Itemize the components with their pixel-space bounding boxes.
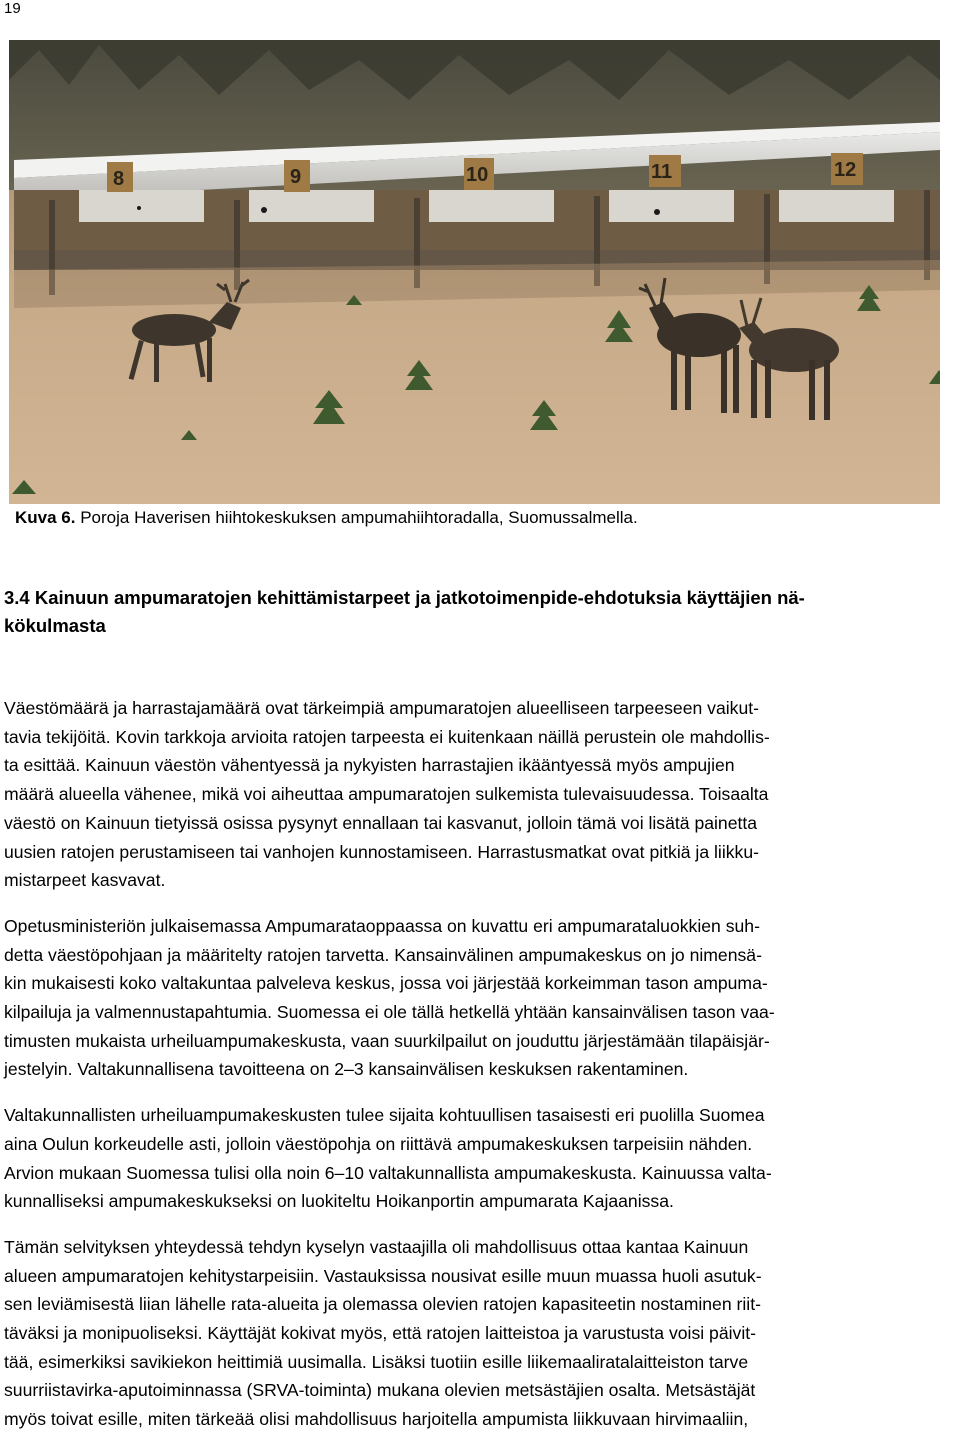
text-line: aina Oulun korkeudelle asti, jolloin väestöpohja on riittävä ampumakeskuksen tarpeisiin nähden. [4, 1133, 753, 1154]
text-line: Väestömäärä ja harrastajamäärä ovat tärkeimpiä ampumaratojen alueelliseen tarpeeseen vaikut- [4, 698, 759, 718]
text-line: tää, esimerkiksi savikiekon heittimiä uusimalla. Lisäksi tuotiin esille liikemaaliratalaitteiston tarve [4, 1351, 749, 1372]
text-line: kilpailuja ja valmennustapahtumia. Suomessa ei ole tällä hetkellä yhtään kansainvälisen tason vaa- [4, 1002, 775, 1023]
figure-caption [15, 507, 638, 529]
text-line: detta väestöpohjaan ja määritelty ratojen tarvetta. Kansainvälinen ampumakeskus on jo nimensä- [4, 944, 762, 965]
paragraph-3 [4, 1101, 956, 1216]
page-number: 19 [4, 0, 21, 17]
body-text [4, 694, 956, 1451]
text-line: myös toivat esille, miten tärkeää olisi mahdollisuus harjoitella ampumista liikkuvaan hirvimaaliin, [4, 1409, 749, 1430]
caption-label: Kuva 6. [15, 508, 76, 527]
text-line: kin mukaisesti koko valtakuntaa palveleva keskus, jossa voi järjestää korkeimman tason ampuma- [4, 973, 768, 994]
lane-number-10: 10 [466, 164, 489, 186]
text-line: jestelyin. Valtakunnallisena tavoitteena on 2–3 kansainvälisen keskuksen rakentaminen. [4, 1059, 689, 1080]
reindeer-photo [9, 40, 940, 504]
text-line: Arvion mukaan Suomessa tulisi olla noin 6–10 valtakunnallista ampumakeskusta. Kainuussa valta- [4, 1162, 772, 1183]
text-line: mistarpeet kasvavat. [4, 870, 166, 891]
section-heading [4, 584, 954, 640]
lane-number-8: 8 [113, 168, 125, 190]
text-line: sen leviämisestä liian lähelle rata-alueita ja olemassa olevien ratojen kapasiteetin nostaminen riit- [4, 1294, 761, 1315]
text-line: täväksi ja monipuoliseksi. Käyttäjät kokivat myös, että ratojen laitteistoa ja varustusta voisi päivit- [4, 1323, 756, 1344]
text-line: kunnalliseksi ampumakeskukseksi on luokiteltu Hoikanportin ampumarata Kajaanissa. [4, 1191, 674, 1212]
lane-number-9: 9 [290, 166, 302, 188]
text-line: suurriistavirka-aputoiminnassa (SRVA-toiminta) mukana olevien metsästäjien osalta. Metsästäjät [4, 1380, 756, 1401]
text-line: Opetusministeriön julkaisemassa Ampumarataoppaassa on kuvattu eri ampumarataluokkien suh- [4, 915, 760, 936]
text-line: väestö on Kainuun tietyissä osissa pysynyt ennallaan tai kasvanut, jolloin tämä voi lisätä painetta [4, 812, 758, 833]
paragraph-4 [4, 1233, 956, 1434]
text-line: tavia tekijöitä. Kovin tarkkoja arvioita ratojen tarpeesta ei kuitenkaan näillä perustein ole mahdollis- [4, 726, 770, 747]
paragraph-1 [4, 694, 956, 895]
text-line: ta esittää. Kainuun väestön vähentyessä ja nykyisten harrastajien ikääntyessä myös ampujien [4, 755, 735, 776]
lane-number-12: 12 [834, 159, 857, 181]
caption-text: Poroja Haverisen hiihtokeskuksen ampumahiihtoradalla, Suomussalmella. [80, 508, 638, 527]
text-line: uusien ratojen perustamiseen tai vanhojen kunnostamiseen. Harrastusmatkat ovat pitkiä ja liikku- [4, 841, 759, 862]
heading-line: kökulmasta [4, 615, 106, 636]
text-line: Tämän selvityksen yhteydessä tehdyn kyselyn vastaajilla oli mahdollisuus ottaa kantaa Kainuun [4, 1236, 749, 1257]
lane-number-11: 11 [651, 161, 673, 183]
text-line: alueen ampumaratojen kehitystarpeisiin. Vastauksissa nousivat esille muun muassa huoli asutuk- [4, 1265, 762, 1286]
text-line: Valtakunnallisten urheiluampumakeskusten tulee sijaita kohtuullisen tasaisesti eri puolilla Suomea [4, 1105, 765, 1126]
text-line: määrä alueella vähenee, mikä voi aiheuttaa ampumaratojen sulkemista tulevaisuudessa. Toisaalta [4, 784, 769, 805]
paragraph-2 [4, 912, 956, 1084]
text-line: timusten mukaista urheiluampumakeskusta, vaan suurkilpailut on jouduttu järjestämään tilapäisjär- [4, 1030, 770, 1051]
heading-line: 3.4 Kainuun ampumaratojen kehittämistarpeet ja jatkotoimenpide-ehdotuksia käyttäjien nä- [4, 587, 805, 608]
